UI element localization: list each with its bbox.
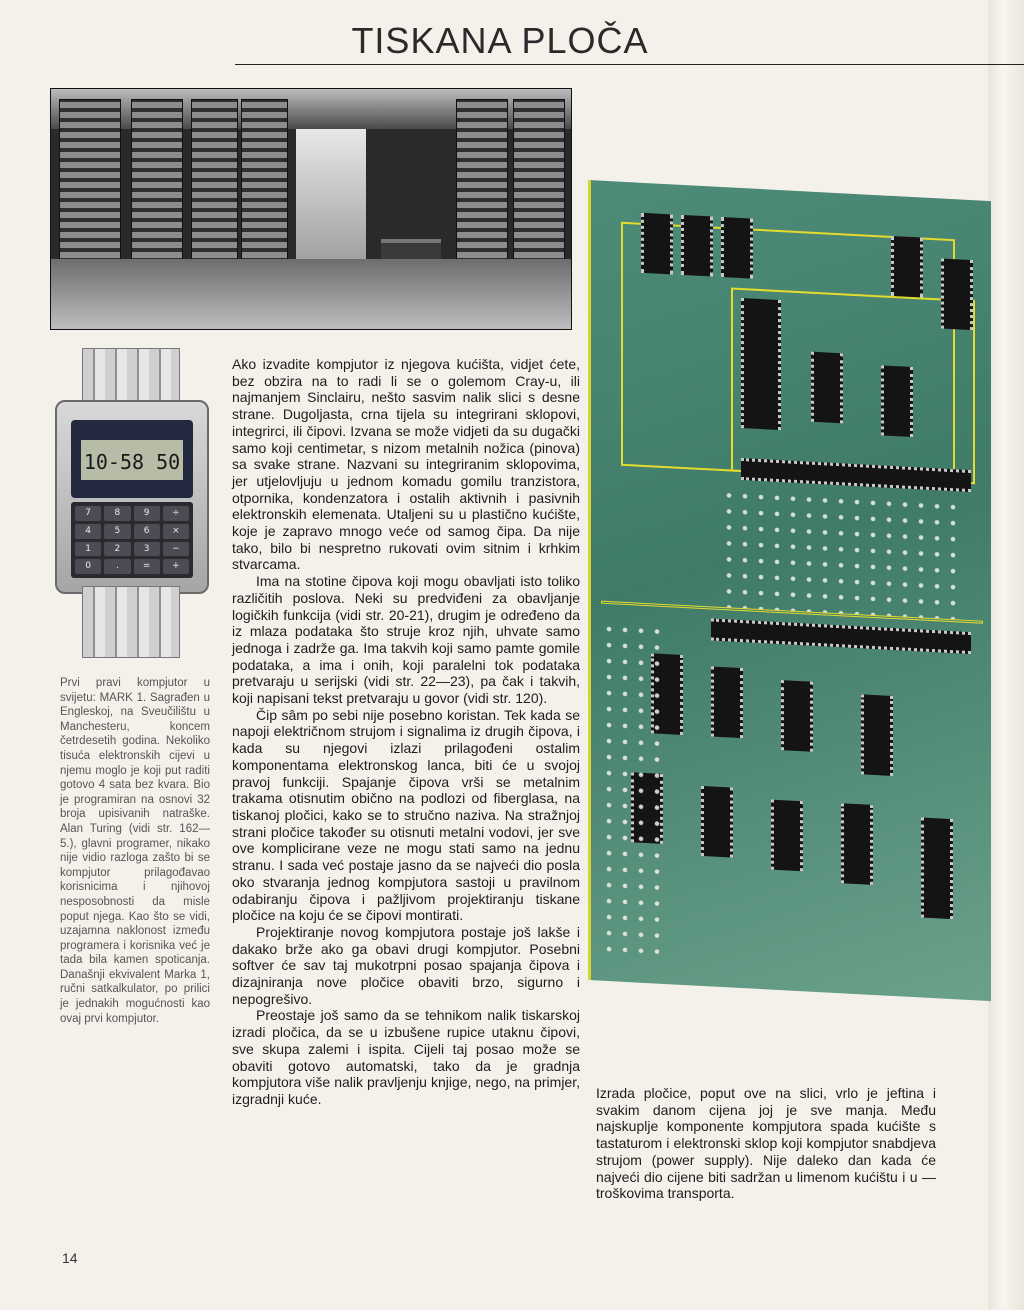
pcb-chip	[861, 694, 893, 776]
watch-lcd-display: 10-58 50	[81, 440, 183, 480]
watch-key: 8	[104, 506, 130, 521]
watch-key: =	[134, 559, 160, 574]
pcb-chip	[881, 365, 913, 437]
pcb-chip	[741, 298, 781, 430]
photo-doorway	[296, 129, 366, 269]
printed-circuit-board-photo	[588, 180, 991, 1001]
pcb-pad-grid	[721, 487, 961, 620]
title-rule	[235, 64, 1024, 65]
watch-key: 1	[75, 542, 101, 557]
photo-rack	[456, 99, 508, 269]
pcb-chip	[811, 352, 843, 424]
photo-rack	[131, 99, 183, 269]
calculator-watch-photo	[50, 348, 210, 658]
watch-key: ÷	[163, 506, 189, 521]
watch-key: 9	[134, 506, 160, 521]
watch-key: 4	[75, 524, 101, 539]
page-gutter-edge	[988, 0, 1024, 1310]
article-paragraph: Čip sâm po sebi nije posebno koristan. Tek kada se napoji električnom strujom i signalima iz drugih čipova, i kada su njegovi izlazi prilagođeni ostalim komponentama elektronskog lanca, biti će u svojoj pravoj funkciji. Spajanje čipova vrši se metalnim trakama otisnutim obično na podlozi od fiberglasa, na tiskanoj pločici, kako se to stručno naziva. Na stražnjoj strani pločice također su otisnuti metalni vodovi, jer sve ove komplicirane veze ne mogu stati samo na jednu stranu. I sada već postaje jasno da se najveći dio posla oko stvaranja jednog kompjutora sastoji u pravilnom odabiranju čipova i pažljivom projektiranju tiskane pločice na koju će se čipovi montirati.	[232, 706, 580, 924]
page-number: 14	[62, 1250, 78, 1266]
watch-strap-bottom	[82, 586, 180, 658]
article-paragraph: Preostaje još samo da se tehnikom nalik tiskarskoj izradi pločica, da se u izbušene rupice utaknu čipovi, sve skupa zalemi i ispita. Cijeli taj posao može se obaviti gotovo automatski, tako da je gradnja kompjutora više nalik pravljenju knjige, nego, na primjer, izgradnji kuće.	[232, 1007, 580, 1107]
pcb-chip	[781, 680, 813, 752]
pcb-chip	[771, 800, 803, 872]
photo-rack	[513, 99, 565, 269]
pcb-connector-strip	[711, 618, 971, 654]
pcb-chip	[841, 803, 873, 885]
photo-rack	[59, 99, 121, 269]
pcb-chip	[681, 215, 713, 277]
watch-key: 6	[134, 524, 160, 539]
watch-key: 0	[75, 559, 101, 574]
watch-face	[71, 420, 193, 498]
pcb-chip	[891, 236, 923, 298]
watch-key: −	[163, 542, 189, 557]
watch-caption: Prvi pravi kompjutor u svijetu: MARK 1. Sagrađen u Engleskoj, na Sveučilištu u Manchesteru, koncem četrdesetih godina. Nekoliko tisuća elektronskih cijevi u njemu moglo je koji put raditi gotovo 4 sata bez kvara. Bio je programiran na osnovi 32 broja upisivanih natraške. Alan Turing (vidi str. 162—5.), glavni programer, nikako nije vidio razloga zašto bi se kompjutor prilagođavao korisnicima i njihovoj nesposobnosti da misle poput njega. Kao što se vidi, uzajamna naklonost između programera i korisnika već je tada bila kamen spoticanja. Današnji ekvivalent Marka 1, ručni satkalkulator, po prilici je jednakih mogućnosti kao ovaj prvi kompjutor.	[60, 677, 210, 1025]
watch-keypad	[71, 502, 193, 578]
watch-key: 2	[104, 542, 130, 557]
pcb-chip	[641, 213, 673, 275]
pcb-chip	[921, 817, 953, 919]
pcb-pad-grid	[601, 621, 661, 964]
page-title: TISKANA PLOČA	[351, 20, 649, 61]
watch-key: 7	[75, 506, 101, 521]
pcb-caption-text: Izrada pločice, poput ove na slici, vrlo je jeftina i svakim danom cijena joj je sve manja. Među najskuplje komponente kompjutora spada kućište s tastaturom i elektronski sklop koji kompjutor snabdjeva strujom (power supply). Nije daleko dan kada će najveći dio cijene biti sadržan u limenom kućištu i u — troškovima transporta.	[596, 1085, 936, 1202]
pcb-chip	[941, 258, 973, 330]
photo-floor	[51, 259, 571, 329]
mark1-lab-photo	[50, 88, 572, 330]
pcb-chip	[721, 217, 753, 279]
watch-key: 5	[104, 524, 130, 539]
watch-key: +	[163, 559, 189, 574]
watch-strap-top	[82, 348, 180, 408]
watch-key: .	[104, 559, 130, 574]
main-article-text	[232, 356, 580, 1108]
watch-key: 3	[134, 542, 160, 557]
photo-rack	[191, 99, 238, 269]
article-paragraph: Projektiranje novog kompjutora postaje još lakše i dakako brže ako ga obavi drugi kompjutor. Posebni softver će sav taj mukotrpni posao spajanja čipova i dizajniranja nove pločice obaviti brzo, sigurno i nepogrešivo.	[232, 923, 580, 1007]
article-paragraph: Ima na stotine čipova koji mogu obavljati isto toliko različitih poslova. Neki su predviđeni za obavljanje logičkih funkcija (vidi str. 20-21), drugim je određeno da iz mlaza podataka što struje kroz njih, uhvate samo jednoga i zadrže ga. Ima takvih koji samo pamte gomile podataka, a ima i onih, koji paralelni tok podataka pretvaraju u serijski (vidi str. 22—23), pa čak i takvih, koji napisani tekst pretvaraju u govor (vidi str. 120).	[232, 573, 580, 707]
pcb-chip	[701, 786, 733, 858]
pcb-chip	[711, 666, 743, 738]
watch-key: ×	[163, 524, 189, 539]
photo-rack	[241, 99, 288, 269]
article-paragraph: Ako izvadite kompjutor iz njegova kućišta, vidjet ćete, bez obzira na to radi li se o golemom Cray-u, ili najmanjem Sinclairu, nešto sasvim nalik slici s desne strane. Dugoljasta, crna tijela su integrirani sklopovi, integrirci, ili čipovi. Izvana se može vidjeti da su dugački samo koji centimetar, s nizom metalnih nožica (pinova) sa svake strane. Nazvani su integriranim sklopovima, jer utjelovljuju u jednom komadu gomilu tranzistora, otpornika, kondenzatora i ostalih aktivnih i pasivnih elektronskih elemenata. Utaljeni su u plastično kućište, koje je zapravo mnogo veće od samog čipa. Da nije tako, bilo bi nespretno rukovati ovim sitnim i krhkim stvarcama.	[232, 356, 580, 573]
watch-case	[55, 400, 209, 594]
